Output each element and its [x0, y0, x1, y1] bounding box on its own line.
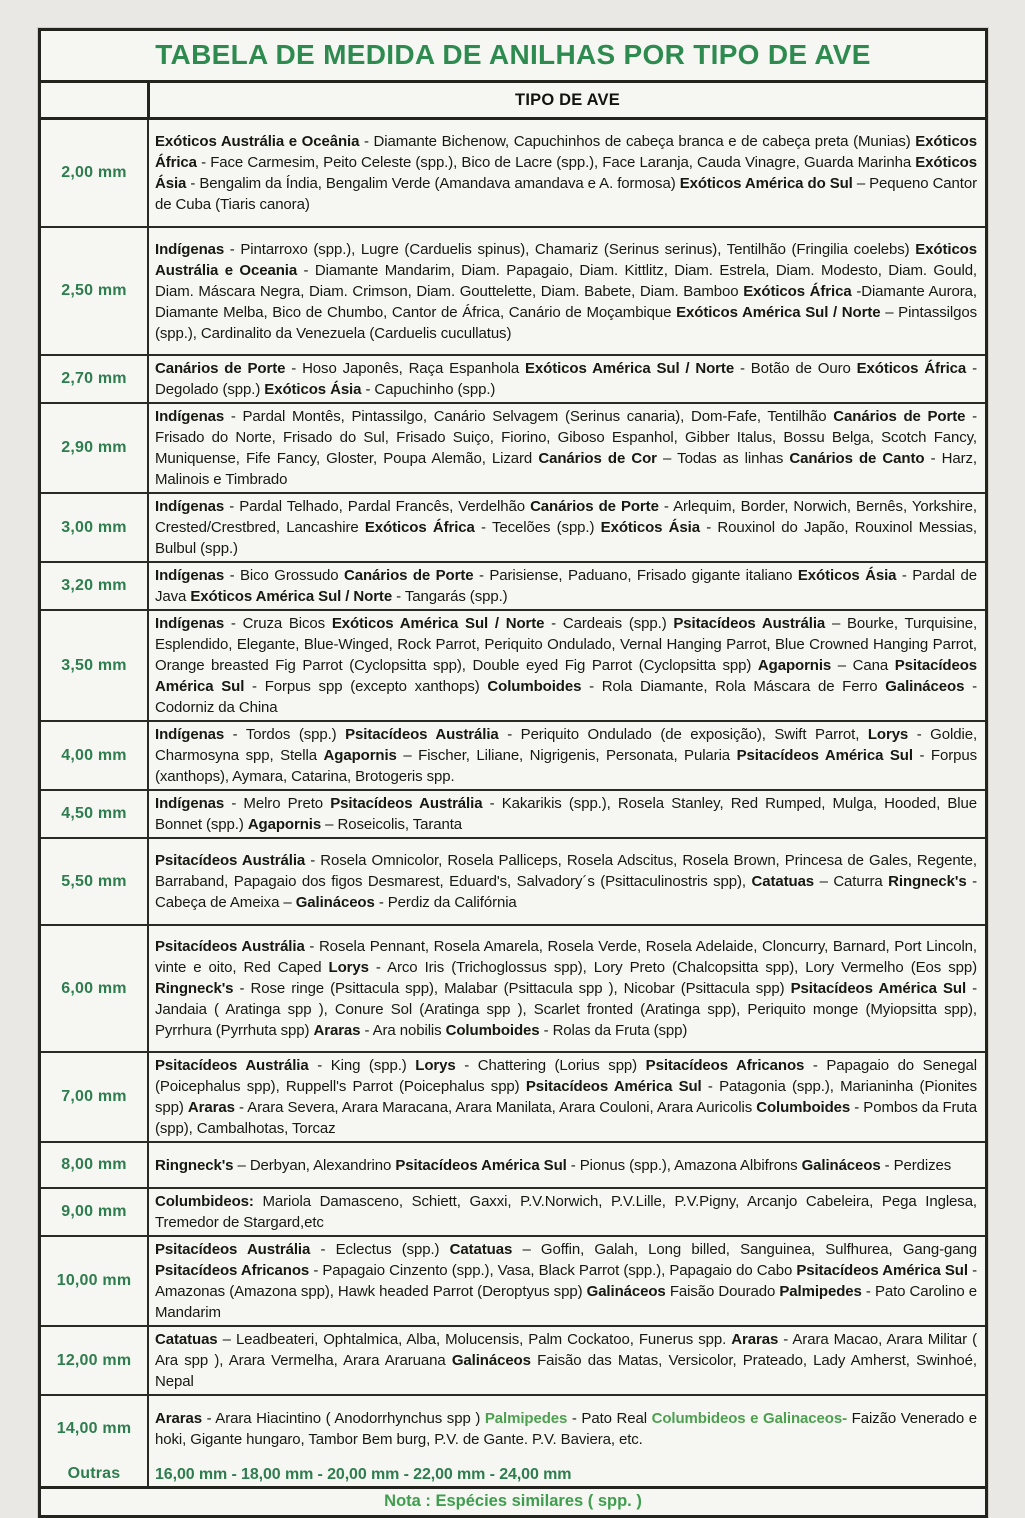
- size-cell: 10,00 mm: [41, 1237, 149, 1325]
- outras-row: [41, 1462, 985, 1489]
- table-row: [41, 404, 985, 494]
- species-cell: Canários de Porte - Hoso Japonês, Raça Espanhola Exóticos América Sul / Norte - Botão de Ouro Exóticos África - Degolado (spp.) Exóticos Ásia - Capuchinho (spp.): [155, 360, 977, 398]
- table-row: [41, 1327, 985, 1396]
- species-cell: Indígenas - Pintarroxo (spp.), Lugre (Carduelis spinus), Chamariz (Serinus serinus), Tentilhão (Fringilia coelebs) Exóticos Austrália e Oceania - Diamante Mandarim, Diam. Papagaio, Diam. Kittlitz, Diam. Estrela, Diam. Modesto, Diam. Gould, Diam. Máscara Negra, Diam. Crimson, Diam. Gouttelette, Diam. Babete, Diam. Bamboo Exóticos África -Diamante Aurora, Diamante Melba, Bico de Chumbo, Cantor de África, Canário de Moçambique Exóticos América Sul / Norte – Pintassilgos (spp.), Cardinalito da Venezuela (Carduelis cucullatus): [155, 240, 978, 342]
- outras-label: Outras: [41, 1462, 149, 1486]
- table-row: [41, 611, 985, 722]
- page-title: TABELA DE MEDIDA DE ANILHAS POR TIPO DE AVE: [41, 31, 985, 83]
- table-row: [41, 1053, 985, 1143]
- species-cell: Psitacídeos Austrália - Eclectus (spp.) Catatuas – Goffin, Galah, Long billed, Sanguinea, Sulfhurea, Gang-gang Psitacídeos Africanos - Papagaio Cinzento (spp.), Vasa, Black Parrot (spp.), Papagaio do Cabo Psitacídeos América Sul -Amazonas (Amazona spp), Hawk headed Parrot (Deroptyus spp) Galináceos Faisão Dourado Palmipedes - Pato Carolino e Mandarim: [155, 1241, 978, 1321]
- outras-sizes: 16,00 mm - 18,00 mm - 20,00 mm - 22,00 mm - 24,00 mm: [155, 1465, 572, 1483]
- footer-note: Nota : Espécies similares ( spp. ): [384, 1492, 642, 1510]
- size-cell: 8,00 mm: [41, 1143, 149, 1187]
- table-row: [41, 120, 985, 228]
- size-cell: 2,90 mm: [41, 404, 149, 492]
- size-cell: 9,00 mm: [41, 1189, 149, 1235]
- size-cell: 5,50 mm: [41, 839, 149, 924]
- species-cell: Columbideos: Mariola Damasceno, Schiett, Gaxxi, P.V.Norwich, P.V.Lille, P.V.Pigny, Arcanjo Cabeleira, Pega Inglesa, Tremedor de Stargard,etc: [155, 1193, 977, 1231]
- species-cell: Psitacídeos Austrália - Rosela Omnicolor, Rosela Palliceps, Rosela Adscitus, Rosela Brown, Princesa de Gales, Regente, Barraband, Papagaio dos figos Desmarest, Eduard's, Salvadory´s (Psittaculinostris spp), Catatuas – Caturra Ringneck's - Cabeça de Ameixa – Galináceos - Perdiz da Califórnia: [155, 852, 977, 911]
- table-row: [41, 228, 985, 356]
- table-row: [41, 926, 985, 1053]
- species-cell: Catatuas – Leadbeateri, Ophtalmica, Alba, Molucensis, Palm Cockatoo, Funerus spp. Araras - Arara Macao, Arara Militar ( Ara spp ), Arara Vermelha, Arara Araruana Galináceos Faisão das Matas, Versicolor, Prateado, Lady Amherst, Swinhoé, Nepal: [155, 1331, 977, 1390]
- species-cell: Psitacídeos Austrália - Rosela Pennant, Rosela Amarela, Rosela Verde, Rosela Adelaide, Cloncurry, Barnard, Port Lincoln, vinte e oito, Red Caped Lorys - Arco Iris (Trichoglossus spp), Lory Preto (Chalcopsitta spp), Lory Vermelho (Eos spp) Ringneck's - Rose ringe (Psittacula spp), Malabar (Psittacula spp ), Nicobar (Psittacula spp) Psitacídeos América Sul - Jandaia ( Aratinga spp ), Conure Sol (Aratinga spp ), Scarlet fronted (Aratinga spp), Periquito monge (Myiopsitta spp), Pyrrhura (Pyrrhuta spp) Araras - Ara nobilis Columboides - Rolas da Fruta (spp): [155, 938, 977, 1039]
- table-row: [41, 356, 985, 404]
- table-row: [41, 722, 985, 791]
- size-cell: 3,00 mm: [41, 494, 149, 561]
- species-cell: Indígenas - Melro Preto Psitacídeos Austrália - Kakarikis (spp.), Rosela Stanley, Red Rumped, Mulga, Hooded, Blue Bonnet (spp.) Agapornis – Roseicolis, Taranta: [155, 795, 977, 833]
- table-row: [41, 791, 985, 839]
- size-cell: 3,20 mm: [41, 563, 149, 609]
- table-row: [41, 1143, 985, 1189]
- size-cell: 14,00 mm: [41, 1396, 149, 1462]
- size-cell: 2,00 mm: [41, 120, 149, 226]
- document-sheet: [38, 28, 988, 1518]
- size-cell: 7,00 mm: [41, 1053, 149, 1141]
- size-cell: 4,00 mm: [41, 722, 149, 789]
- species-cell: Araras - Arara Hiacintino ( Anodorrhynchus spp ) Palmipedes - Pato Real Columbideos e Galinaceos- Faizão Venerado e hoki, Gigante hungaro, Tambor Bem burg, P.V. de Gante. P.V. Baviera, etc.: [155, 1410, 978, 1448]
- table-row: [41, 1237, 985, 1327]
- size-column-header: [41, 83, 150, 117]
- tipo-de-ave-header: TIPO DE AVE: [515, 90, 620, 109]
- species-cell: Indígenas - Bico Grossudo Canários de Porte - Parisiense, Paduano, Frisado gigante italiano Exóticos Ásia - Pardal de Java Exóticos América Sul / Norte - Tangarás (spp.): [155, 567, 978, 605]
- size-cell: 3,50 mm: [41, 611, 149, 720]
- species-cell: Ringneck's – Derbyan, Alexandrino Psitacídeos América Sul - Pionus (spp.), Amazona Albifrons Galináceos - Perdizes: [155, 1156, 952, 1174]
- table-row: [41, 1189, 985, 1237]
- size-cell: 4,50 mm: [41, 791, 149, 837]
- species-cell: Indígenas - Pardal Telhado, Pardal Francês, Verdelhão Canários de Porte - Arlequim, Border, Norwich, Bernês, Yorkshire, Crested/Crestbred, Lancashire Exóticos África - Tecelões (spp.) Exóticos Ásia - Rouxinol do Japão, Rouxinol Messias, Bulbul (spp.): [155, 498, 977, 557]
- size-cell: 2,70 mm: [41, 356, 149, 402]
- size-cell: 2,50 mm: [41, 228, 149, 354]
- table-header-row: [41, 83, 985, 120]
- species-cell: Psitacídeos Austrália - King (spp.) Lorys - Chattering (Lorius spp) Psitacídeos Africanos - Papagaio do Senegal (Poicephalus spp), Ruppell's Parrot (Poicephalus spp) Psitacídeos América Sul - Patagonia (spp.), Marianinha (Pionites spp) Araras - Arara Severa, Arara Maracana, Arara Manilata, Arara Couloni, Arara Auricolis Columboides - Pombos da Fruta (spp), Cambalhotas, Torcaz: [155, 1057, 978, 1137]
- species-cell: Indígenas - Tordos (spp.) Psitacídeos Austrália - Periquito Ondulado (de exposição), Swift Parrot, Lorys - Goldie, Charmosyna spp, Stella Agapornis – Fischer, Liliane, Nigrigenis, Personata, Pularia Psitacídeos América Sul - Forpus (xanthops), Aymara, Catarina, Brotogeris spp.: [155, 726, 978, 785]
- species-cell: Indígenas - Pardal Montês, Pintassilgo, Canário Selvagem (Serinus canaria), Dom-Fafe, Tentilhão Canários de Porte - Frisado do Norte, Frisado do Sul, Frisado Suiço, Fiorino, Giboso Espanhol, Gibber Italus, Bossu Belga, Scotch Fancy, Muniquense, Fife Fancy, Gloster, Poupa Alemão, Lizard Canários de Cor – Todas as linhas Canários de Canto - Harz, Malinois e Timbrado: [155, 408, 977, 488]
- table-row: [41, 839, 985, 926]
- table-row: [41, 563, 985, 611]
- table-body: [41, 120, 985, 1462]
- species-cell: Exóticos Austrália e Oceânia - Diamante Bichenow, Capuchinhos de cabeça branca e de cabeça preta (Munias) Exóticos África - Face Carmesim, Peito Celeste (spp.), Bico de Lacre (spp.), Face Laranja, Cauda Vinagre, Guarda Marinha Exóticos Ásia - Bengalim da Índia, Bengalim Verde (Amandava amandava e A. formosa) Exóticos América do Sul – Pequeno Cantor de Cuba (Tiaris canora): [155, 133, 978, 213]
- species-cell: Indígenas - Cruza Bicos Exóticos América Sul / Norte - Cardeais (spp.) Psitacídeos Austrália – Bourke, Turquisine, Esplendido, Elegante, Blue-Winged, Rock Parrot, Periquito Ondulado, Vernal Hanging Parrot, Blue Crowned Hanging Parrot, Orange breasted Fig Parrot (Cyclopsitta spp), Double eyed Fig Parrot (Cyclopsitta spp) Agapornis – Cana Psitacídeos América Sul - Forpus spp (excepto xanthops) Columboides - Rola Diamante, Rola Máscara de Ferro Galináceos - Codorniz da China: [155, 615, 978, 716]
- table-row: [41, 1396, 985, 1462]
- table-row: [41, 494, 985, 563]
- size-cell: 6,00 mm: [41, 926, 149, 1051]
- size-cell: 12,00 mm: [41, 1327, 149, 1394]
